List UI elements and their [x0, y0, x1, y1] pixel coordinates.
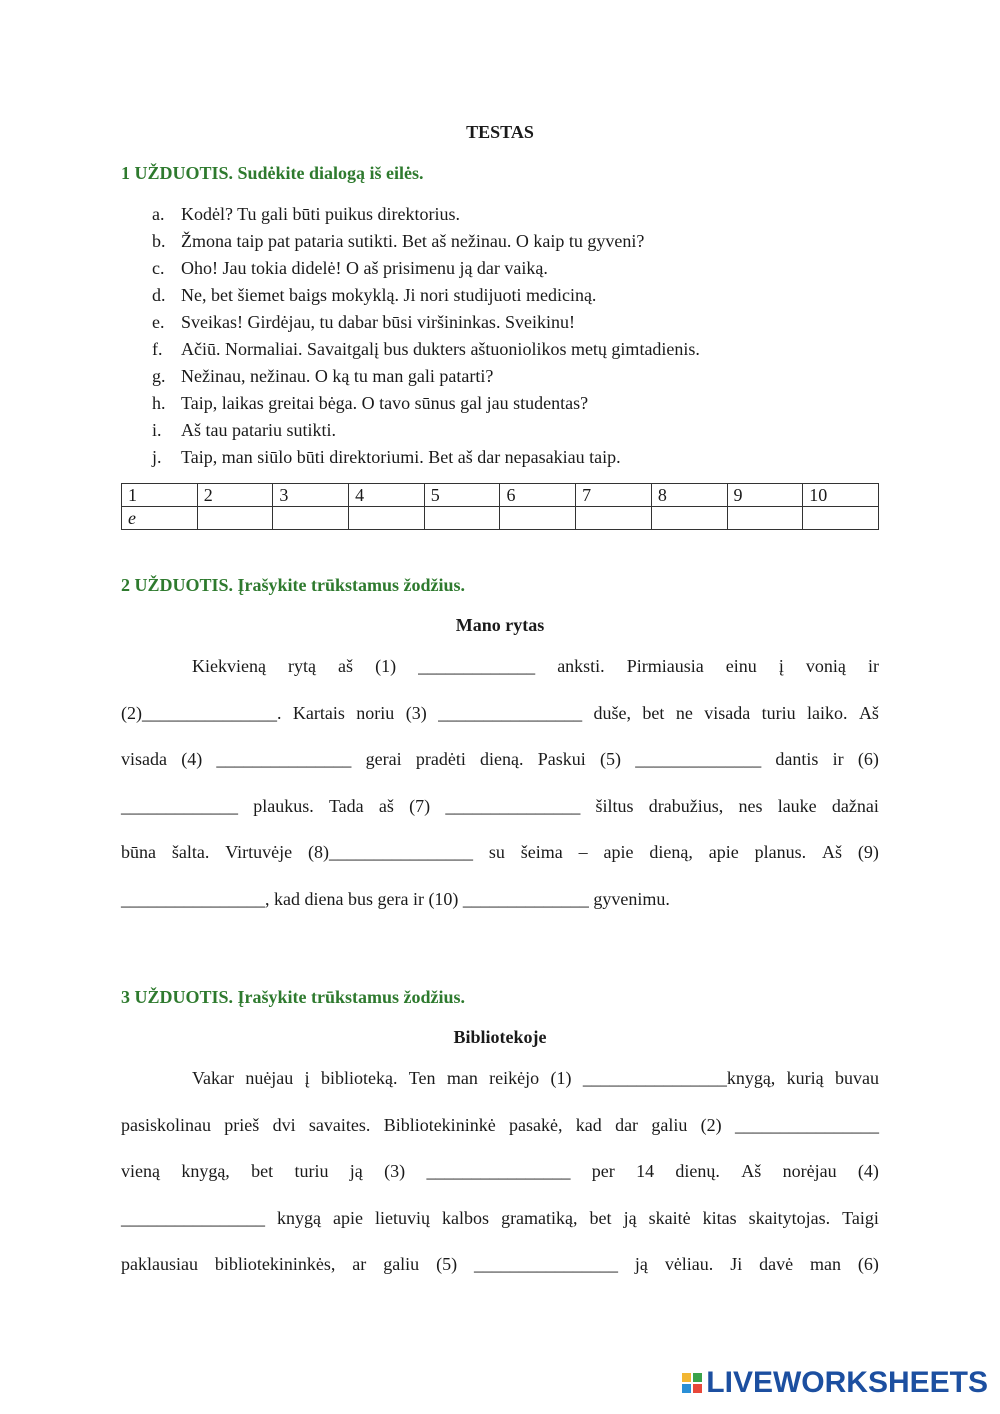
task1-list: [121, 201, 700, 471]
dialog-item-letter: a.: [152, 204, 165, 224]
paragraph-line: [121, 747, 879, 794]
dialog-item-text: Žmona taip pat pataria sutikti. Bet aš nežinau. O kaip tu gyveni?: [181, 231, 645, 251]
logo-square: [682, 1384, 691, 1393]
paragraph-word: prieš: [224, 1114, 260, 1135]
dialog-item: [121, 444, 700, 471]
dialog-item: [121, 201, 700, 228]
dialog-item: [121, 282, 700, 309]
paragraph-word: būna: [121, 842, 156, 862]
paragraph-word: knygą,: [181, 1161, 230, 1181]
paragraph-word: (4): [857, 1161, 879, 1181]
paragraph-word: gerai: [365, 749, 402, 769]
task3-subtitle: Bibliotekoje: [453, 1027, 547, 1047]
paragraph-word: rytą: [288, 656, 316, 676]
blank-word[interactable]: ________________: [121, 1207, 265, 1228]
answer-input-cell[interactable]: [500, 507, 576, 530]
paragraph-word: (6): [857, 1254, 879, 1274]
paragraph-word: dar: [615, 1114, 639, 1135]
paragraph-word: dienų.: [675, 1161, 720, 1181]
logo-square: [693, 1373, 702, 1382]
paragraph-word: aš: [378, 795, 394, 816]
paragraph-word: Ji: [730, 1254, 743, 1274]
paragraph-word: visada: [121, 749, 167, 769]
paragraph-word: ją: [634, 1254, 648, 1274]
dialog-item: [121, 336, 700, 363]
paragraph-word: Ten: [408, 1068, 436, 1088]
dialog-item-letter: f.: [152, 339, 163, 359]
paragraph-word: Tada: [328, 795, 364, 816]
dialog-item-text: Aš tau patariu sutikti.: [181, 420, 336, 440]
answer-input-cell[interactable]: [576, 507, 652, 530]
answer-number-cell: 6: [500, 484, 576, 507]
dialog-item-text: Sveikas! Girdėjau, tu dabar būsi viršininkas. Sveikinu!: [181, 312, 575, 332]
paragraph-word: Taigi: [842, 1207, 879, 1228]
paragraph-word: duše,: [593, 702, 632, 723]
paragraph-line: [121, 1066, 879, 1113]
task1-answer-table: [121, 483, 879, 530]
paragraph-word: nuėjau: [245, 1068, 294, 1088]
paragraph-word: (7): [409, 795, 431, 816]
answer-input-cell[interactable]: [727, 507, 803, 530]
paragraph-line: [121, 1252, 879, 1299]
paragraph-line: [121, 1159, 879, 1206]
answer-input-cell[interactable]: [424, 507, 500, 530]
paragraph-word: (1): [375, 656, 397, 676]
paragraph-word: šiltus: [595, 795, 634, 816]
paragraph-word: dvi: [272, 1114, 296, 1135]
answer-table-input-row: [122, 507, 879, 530]
dialog-item: [121, 417, 700, 444]
answer-input-cell[interactable]: [273, 507, 349, 530]
dialog-item-letter: d.: [152, 285, 166, 305]
dialog-item: [121, 363, 700, 390]
dialog-item-letter: b.: [152, 231, 166, 251]
paragraph-word: dieną,: [649, 842, 693, 862]
paragraph-word: turiu: [761, 702, 796, 723]
paragraph-line: [121, 1113, 879, 1160]
paragraph-word: Aš: [741, 1161, 762, 1181]
blank-word[interactable]: _______________: [445, 795, 581, 816]
paragraph-line: [121, 840, 879, 887]
paragraph-word: (5): [599, 749, 621, 769]
paragraph-word: Aš: [822, 842, 843, 862]
paragraph-word: bibliotekininkės,: [214, 1254, 336, 1274]
dialog-item-letter: i.: [152, 420, 162, 440]
dialog-item-text: Kodėl? Tu gali būti puikus direktorius.: [181, 204, 460, 224]
dialog-item-text: Ne, bet šiemet baigs mokyklą. Ji nori studijuoti mediciną.: [181, 285, 597, 305]
paragraph-word: pasakė,: [508, 1114, 563, 1135]
paragraph-word: Kiekvieną: [192, 656, 266, 676]
paragraph-word: 14: [636, 1161, 655, 1181]
page-title: TESTAS: [466, 122, 534, 142]
answer-number-cell: 10: [803, 484, 879, 507]
answer-number-cell: 4: [349, 484, 425, 507]
logo-square: [682, 1373, 691, 1382]
dialog-item-text: Taip, man siūlo būti direktoriumi. Bet aš dar nepasakiau taip.: [181, 447, 621, 467]
paragraph-word: galiu: [651, 1114, 688, 1135]
answer-input-cell[interactable]: [651, 507, 727, 530]
paragraph-word: bet: [251, 1161, 274, 1181]
dialog-item-letter: j.: [152, 447, 162, 467]
paragraph-word: vieną: [121, 1161, 160, 1181]
paragraph-word: šalta.: [171, 842, 210, 862]
paragraph-line: [121, 794, 879, 841]
paragraph-word: kad: [575, 1114, 602, 1135]
paragraph-word: Virtuvėje: [225, 842, 293, 862]
paragraph-word: Pirmiausia: [626, 656, 704, 676]
blank-word[interactable]: ______________: [635, 749, 762, 769]
paragraph-word: man: [446, 1068, 478, 1088]
paragraph-word: skaitytojas.: [748, 1207, 831, 1228]
task3-heading: 3 UŽDUOTIS. Įrašykite trūkstamus žodžius.: [121, 987, 466, 1007]
paragraph-word: ją: [349, 1161, 363, 1181]
blank-word[interactable]: ________________knygą,: [582, 1068, 776, 1088]
blank-word[interactable]: _______________: [216, 749, 352, 769]
paragraph-word: turiu: [294, 1161, 329, 1181]
paragraph-word: į: [304, 1068, 310, 1088]
dialog-item-text: Taip, laikas greitai bėga. O tavo sūnus gal jau studentas?: [181, 393, 589, 413]
paragraph-word: savaites.: [308, 1114, 371, 1135]
paragraph-word: apie: [708, 842, 739, 862]
paragraph-word: (1): [550, 1068, 572, 1088]
paragraph-word: ir: [867, 656, 879, 676]
paragraph-word: skaitė: [648, 1207, 691, 1228]
paragraph-word: ne: [675, 702, 693, 723]
blank-word[interactable]: _____________: [418, 656, 536, 676]
paragraph-word: dantis: [775, 749, 819, 769]
liveworksheets-logo: [682, 1366, 988, 1400]
paragraph-word: biblioteką.: [320, 1068, 398, 1088]
paragraph-word: (4): [181, 749, 203, 769]
task1-heading: 1 UŽDUOTIS. Sudėkite dialogą iš eilės.: [121, 163, 424, 183]
task2-paragraph: [121, 654, 879, 933]
dialog-item: [121, 309, 700, 336]
paragraph-word: ar: [352, 1254, 367, 1274]
answer-number-cell: 8: [651, 484, 727, 507]
answer-input-cell[interactable]: [349, 507, 425, 530]
answer-number-cell: 2: [197, 484, 273, 507]
answer-number-cell: 9: [727, 484, 803, 507]
dialog-item-letter: e.: [152, 312, 165, 332]
task3-paragraph: [121, 1066, 879, 1299]
paragraph-word: lauke: [777, 795, 817, 816]
paragraph-word: Vakar: [192, 1068, 234, 1088]
paragraph-word: kurią: [786, 1068, 824, 1088]
dialog-item-text: Ačiū. Normaliai. Savaitgalį bus dukters aštuoniolikos metų gimtadienis.: [181, 339, 700, 359]
paragraph-word: norėjau: [782, 1161, 837, 1181]
paragraph-line: [121, 701, 879, 748]
paragraph-word: (9): [857, 842, 879, 862]
paragraph-word: (3): [384, 1161, 406, 1181]
logo-text: LIVEWORKSHEETS: [706, 1366, 988, 1399]
paragraph-word: kalbos: [442, 1207, 490, 1228]
paragraph-word: su: [488, 842, 505, 862]
paragraph-word: kitas: [702, 1207, 737, 1228]
paragraph-word: ir: [832, 749, 844, 769]
blank-word[interactable]: _____________: [121, 795, 238, 816]
paragraph-word: plaukus.: [253, 795, 314, 816]
paragraph-word: reikėjo: [489, 1068, 540, 1088]
dialog-item: [121, 228, 700, 255]
paragraph-word: šeima: [520, 842, 563, 862]
paragraph-word: –: [578, 842, 588, 862]
paragraph-word: Kartais: [292, 702, 345, 723]
paragraph-word: noriu: [356, 702, 395, 723]
answer-table-number-row: [122, 484, 879, 507]
paragraph-word: (5): [436, 1254, 458, 1274]
dialog-item: [121, 255, 700, 282]
paragraph-word: vonią: [805, 656, 846, 676]
paragraph-word: nes: [738, 795, 763, 816]
paragraph-word: per: [591, 1161, 615, 1181]
blank-word[interactable]: ________________: [734, 1114, 879, 1135]
dialog-item-letter: g.: [152, 366, 166, 386]
paragraph-word: Aš: [858, 702, 879, 723]
paragraph-word: (2): [700, 1114, 722, 1135]
dialog-item-letter: h.: [152, 393, 166, 413]
answer-input-cell[interactable]: e: [122, 507, 198, 530]
paragraph-word: ją: [623, 1207, 637, 1228]
paragraph-word: vėliau.: [664, 1254, 714, 1274]
paragraph-word: lietuvių: [375, 1207, 431, 1228]
paragraph-word: aš: [338, 656, 354, 676]
paragraph-word: dieną.: [480, 749, 524, 769]
blank-word[interactable]: ________________: [438, 702, 583, 723]
paragraph-word: apie: [333, 1207, 364, 1228]
paragraph-word: dažnai: [831, 795, 879, 816]
blank-word[interactable]: ________________, kad diena bus gera ir (10) ______________ gyvenimu.: [121, 888, 670, 909]
paragraph-word: (6): [857, 749, 879, 769]
paragraph-word: buvau: [834, 1068, 879, 1088]
dialog-item: [121, 390, 700, 417]
paragraph-word: anksti.: [557, 656, 605, 676]
blank-word[interactable]: ________________: [474, 1254, 618, 1274]
paragraph-word: bet: [642, 702, 665, 723]
paragraph-word: Paskui: [537, 749, 586, 769]
dialog-item-letter: c.: [152, 258, 165, 278]
paragraph-word: paklausiau: [121, 1254, 198, 1274]
blank-word[interactable]: ________________: [426, 1161, 571, 1181]
paragraph-word: laiko.: [807, 702, 848, 723]
paragraph-word: gramatiką,: [501, 1207, 578, 1228]
paragraph-word: knygą: [277, 1207, 322, 1228]
paragraph-word: (3): [405, 702, 427, 723]
answer-number-cell: 1: [122, 484, 198, 507]
paragraph-word: pasiskolinau: [121, 1114, 211, 1135]
paragraph-word: davė: [759, 1254, 794, 1274]
paragraph-line: [121, 1206, 879, 1253]
paragraph-word: drabužius,: [648, 795, 724, 816]
answer-number-cell: 7: [576, 484, 652, 507]
paragraph-word: man: [810, 1254, 842, 1274]
answer-number-cell: 3: [273, 484, 349, 507]
paragraph-word: Bibliotekininkė: [383, 1114, 496, 1135]
logo-square: [693, 1384, 702, 1393]
answer-number-cell: 5: [424, 484, 500, 507]
paragraph-word: pradėti: [415, 749, 466, 769]
blank-word[interactable]: (2)_______________.: [121, 702, 282, 723]
paragraph-word: bet: [589, 1207, 612, 1228]
paragraph-word: galiu: [383, 1254, 420, 1274]
paragraph-word: į: [778, 656, 784, 676]
paragraph-word: apie: [603, 842, 634, 862]
paragraph-line: [121, 654, 879, 701]
task2-heading: 2 UŽDUOTIS. Įrašykite trūkstamus žodžius.: [121, 575, 466, 595]
paragraph-word: einu: [725, 656, 757, 676]
dialog-item-text: Oho! Jau tokia didelė! O aš prisimenu ją dar vaiką.: [181, 258, 548, 278]
paragraph-word: visada: [704, 702, 751, 723]
logo-mark-icon: [682, 1373, 702, 1393]
paragraph-line: [121, 887, 879, 934]
answer-input-cell[interactable]: [197, 507, 273, 530]
blank-word[interactable]: (8)________________: [308, 842, 474, 862]
answer-input-cell[interactable]: [803, 507, 879, 530]
paragraph-word: planus.: [754, 842, 807, 862]
dialog-item-text: Nežinau, nežinau. O ką tu man gali patarti?: [181, 366, 494, 386]
task2-subtitle: Mano rytas: [455, 615, 545, 635]
